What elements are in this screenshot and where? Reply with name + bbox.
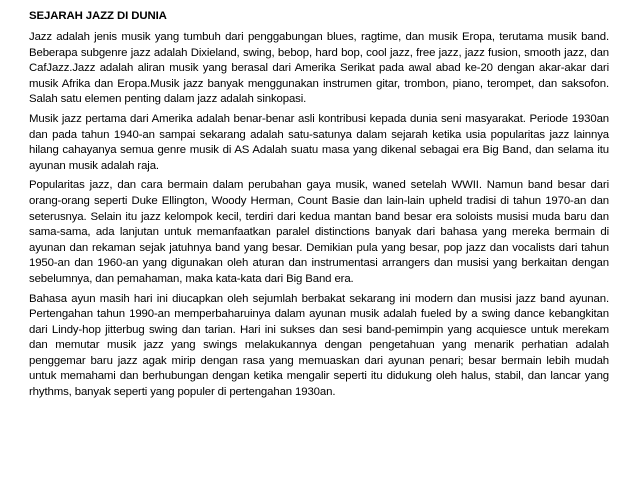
- paragraph-4: Bahasa ayun masih hari ini diucapkan oleh sejumlah berbakat sekarang ini modern dan musisi jazz band ayunan. Pertengahan tahun 1990-an memperbaharuinya dalam ayunan musik adalah fueled by a swing dance kebangkitan dari Lindy-hop jitterbug swing dan tarian. Hari ini sukses dan sesi band-pemimpin yang acquiesce untuk merekam dan memutar musik jazz yang swings melakukannya dengan pengetahuan yang menarik perhatian adalah penggemar baru jazz agak mirip dengan rasa yang memuaskan dari ayunan penari; besar bermain lebih mudah untuk memahami dan berhubungan dengan ketika mengalir seperti itu didukung oleh halus, stabil, dan lancar yang rhythms, banyak seperti yang populer di pertengahan 1930an.: [29, 292, 609, 399]
- document-title: SEJARAH JAZZ DI DUNIA: [29, 10, 167, 22]
- document: [29, 9, 609, 405]
- paragraph-2: Musik jazz pertama dari Amerika adalah benar-benar asli kontribusi kepada dunia seni masyarakat. Periode 1930an dan pada tahun 1940-an sampai sekarang adalah satu-satunya dalam sejarah ketika usia popularitas jazz lainnya hilang cahayanya semua genre musik di AS Adalah suatu masa yang dikenal sebagai era Big Band, dan selama itu ayunan musik adalah raja.: [29, 112, 609, 172]
- paragraph-1: Jazz adalah jenis musik yang tumbuh dari penggabungan blues, ragtime, dan musik Eropa, terutama musik band. Beberapa subgenre jazz adalah Dixieland, swing, bebop, hard bop, cool jazz, free jazz, jazz fusion, smooth jazz, dan CafJazz.Jazz adalah aliran musik yang berasal dari Amerika Serikat pada awal abad ke-20 dengan akar-akar dari musik Afrika dan Eropa.Musik jazz banyak menggunakan instrumen gitar, trombon, piano, terompet, dan saksofon. Salah satu elemen penting dalam jazz adalah sinkopasi.: [29, 31, 609, 106]
- paragraph-3: Popularitas jazz, dan cara bermain dalam perubahan gaya musik, waned setelah WWII. Namun band besar dari orang-orang seperti Duke Ellington, Woody Herman, Count Basie dan lain-lain upheld tradisi di tahun 1970-an dan seterusnya. Selain itu jazz kelompok kecil, terdiri dari kedua mantan band besar era soloists musisi muda baru dan sama-sama, ada lanjutan untuk memanfaatkan paralel distinctions banyak dari bahasa yang mereka bermain di ayunan dan rekaman sejak jatuhnya band yang besar. Demikian pula yang besar, pop jazz dan vocalists dari tahun 1950-an dan 1960-an yang digunakan oleh aturan dan instrumentasi arrangers dan musisi yang berkaitan dengan sebelumnya, dan pemahaman, maka kata-kata dari Big Band era.: [29, 179, 609, 285]
